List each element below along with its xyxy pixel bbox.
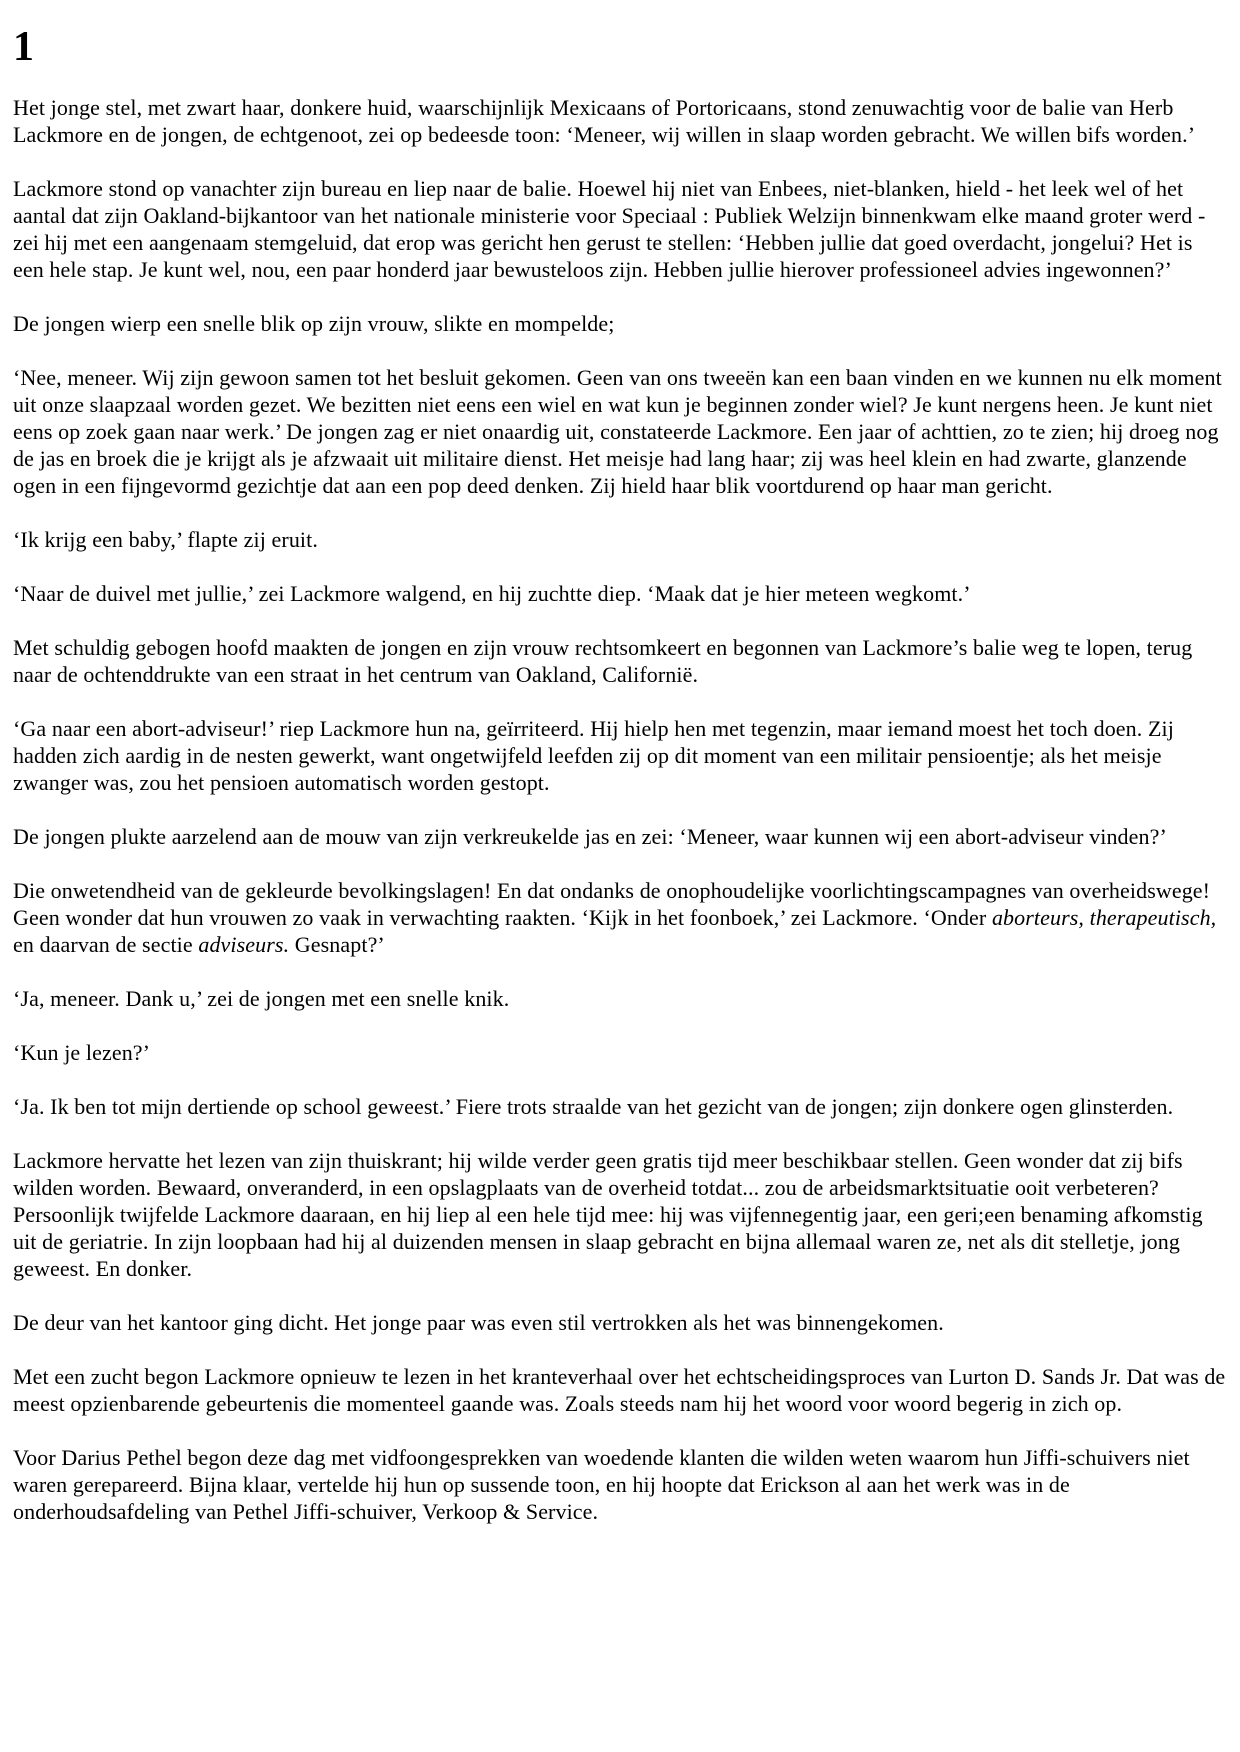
paragraph-17: Voor Darius Pethel begon deze dag met vidfoongesprekken van woedende klanten die wilden weten waarom hun Jiffi-schuivers niet waren gerepareerd. Bijna klaar, vertelde hij hun op sussende toon, en hij hoopte dat Erickson al aan het werk was in de onderhoudsafdeling van Pethel Jiffi-schuiver, Verkoop & Service.	[13, 1445, 1190, 1524]
paragraph-08: ‘Ga naar een abort-adviseur!’ riep Lackmore hun na, geïrriteerd. Hij hielp hen met tegenzin, maar iemand moest het toch doen. Zij hadden zich aardig in de nesten gewerkt, want ongetwijfeld leefden zij op dit moment van een militair pensioentje; als het meisje zwanger was, zou het pensioen automatisch worden gestopt.	[13, 716, 1174, 795]
paragraph-13: ‘Ja. Ik ben tot mijn dertiende op school geweest.’ Fiere trots straalde van het gezicht van de jongen; zijn donkere ogen glinsterden.	[13, 1094, 1174, 1119]
paragraph-09: De jongen plukte aarzelend aan de mouw van zijn verkreukelde jas en zei: ‘Meneer, waar kunnen wij een abort-adviseur vinden?’	[13, 824, 1167, 849]
paragraph-16: Met een zucht begon Lackmore opnieuw te lezen in het kranteverhaal over het echtscheidingsproces van Lurton D. Sands Jr. Dat was de meest opzienbarende gebeurtenis die momenteel gaande was. Zoals steeds nam hij het woord voor woord begerig in zich op.	[13, 1364, 1226, 1416]
paragraph-06: ‘Naar de duivel met jullie,’ zei Lackmore walgend, en hij zuchtte diep. ‘Maak dat je hier meteen wegkomt.’	[13, 581, 971, 606]
paragraph-segment: Gesnapt?’	[289, 932, 385, 957]
paragraph-11: ‘Ja, meneer. Dank u,’ zei de jongen met een snelle knik.	[13, 986, 510, 1011]
paragraph-05: ‘Ik krijg een baby,’ flapte zij eruit.	[13, 527, 318, 552]
paragraph-15: De deur van het kantoor ging dicht. Het jonge paar was even stil vertrokken als het was binnengekomen.	[13, 1310, 944, 1335]
paragraph-10-with-italics	[13, 877, 1226, 958]
paragraph-02: Lackmore stond op vanachter zijn bureau en liep naar de balie. Hoewel hij niet van Enbees, niet-blanken, hield - het leek wel of het aantal dat zijn Oakland-bijkantoor van het nationale ministerie voor Speciaal : Publiek Welzijn binnenkwam elke maand groter werd - zei hij met een aangenaam stemgeluid, dat erop was gericht hen gerust te stellen: ‘Hebben jullie dat goed overdacht, jongelui? Het is een hele stap. Je kunt wel, nou, een paar honderd jaar bewusteloos zijn. Hebben jullie hierover professioneel advies ingewonnen?’	[13, 176, 1206, 282]
page-number: 1	[13, 24, 34, 70]
italic-term-aborteurs: aborteurs, therapeutisch,	[991, 905, 1217, 930]
paragraph-03: De jongen wierp een snelle blik op zijn vrouw, slikte en mompelde;	[13, 311, 615, 336]
paragraph-14: Lackmore hervatte het lezen van zijn thuiskrant; hij wilde verder geen gratis tijd meer beschikbaar stellen. Geen wonder dat zij bifs wilden worden. Bewaard, onveranderd, in een opslagplaats van de overheid totdat... zou de arbeidsmarktsituatie ooit verbeteren? Persoonlijk twijfelde Lackmore daaraan, en hij liep al een hele tijd mee: hij was vijfennegentig jaar, een geri;een benaming afkomstig uit de geriatrie. In zijn loopbaan had hij al duizenden mensen in slaap gebracht en bijna allemaal waren ze, net als dit stelletje, jong geweest. En donker.	[13, 1148, 1203, 1281]
paragraph-01: Het jonge stel, met zwart haar, donkere huid, waarschijnlijk Mexicaans of Portoricaans, stond zenuwachtig voor de balie van Herb Lackmore en de jongen, de echtgenoot, zei op bedeesde toon: ‘Meneer, wij willen in slaap worden gebracht. We willen bifs worden.’	[13, 95, 1196, 147]
paragraph-segment: Die onwetendheid van de gekleurde bevolkingslagen! En dat ondanks de onophoudelijke voorlichtingscampagnes van overheidswege! Geen wonder dat hun vrouwen zo vaak in verwachting raakten. ‘Kijk in het foonboek,’ zei Lackmore. ‘Onder	[13, 878, 1211, 930]
paragraph-segment: en daarvan de sectie	[13, 932, 199, 957]
italic-term-adviseurs: adviseurs.	[198, 932, 290, 957]
paragraph-04: ‘Nee, meneer. Wij zijn gewoon samen tot het besluit gekomen. Geen van ons tweeën kan een baan vinden en we kunnen nu elk moment uit onze slaapzaal worden gezet. We bezitten niet eens een wiel en wat kun je beginnen zonder wiel? Je kunt nergens heen. Je kunt niet eens op zoek gaan naar werk.’ De jongen zag er niet onaardig uit, constateerde Lackmore. Een jaar of achttien, zo te zien; hij droeg nog de jas en broek die je krijgt als je afzwaait uit militaire dienst. Het meisje had lang haar; zij was heel klein en had zwarte, glanzende ogen in een fijngevormd gezichtje dat aan een pop deed denken. Zij hield haar blik voortdurend op haar man gericht.	[13, 365, 1222, 498]
paragraph-12: ‘Kun je lezen?’	[13, 1040, 151, 1065]
paragraph-07: Met schuldig gebogen hoofd maakten de jongen en zijn vrouw rechtsomkeert en begonnen van Lackmore’s balie weg te lopen, terug naar de ochtenddrukte van een straat in het centrum van Oakland, Californië.	[13, 635, 1193, 687]
